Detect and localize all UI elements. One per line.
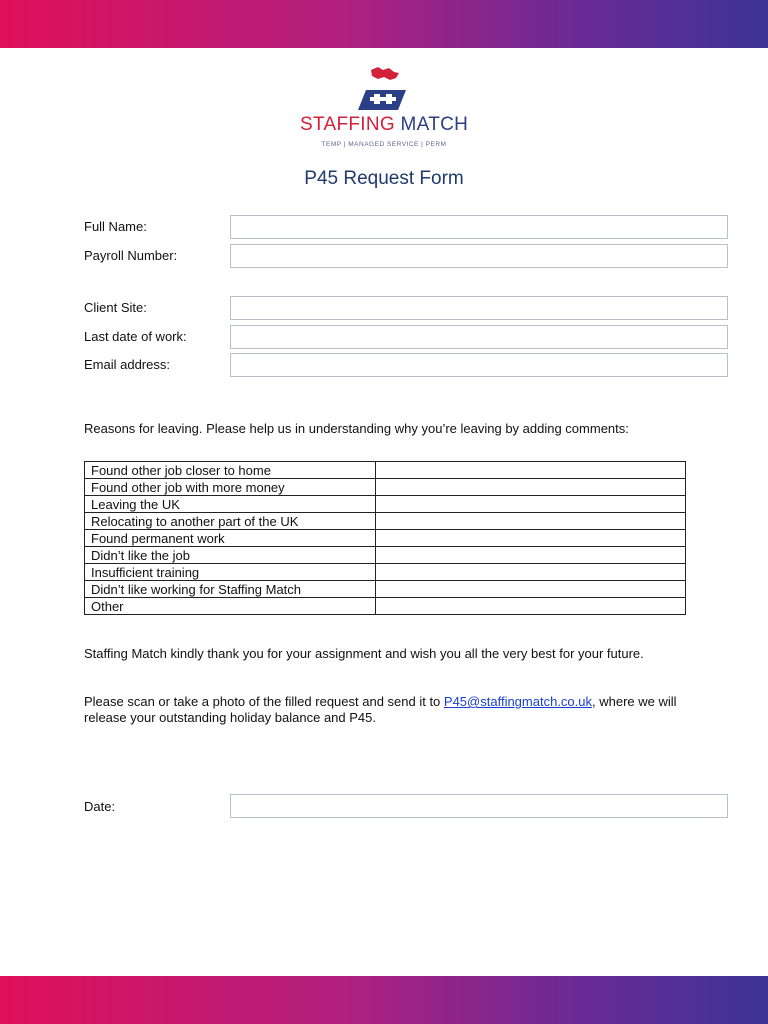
table-row — [85, 530, 686, 547]
comment-cell[interactable] — [376, 513, 686, 530]
date-field[interactable] — [230, 794, 728, 818]
comment-cell[interactable] — [376, 496, 686, 513]
top-gradient-band — [0, 0, 768, 48]
instructions-text-start: Please scan or take a photo of the filled request and send it to — [84, 694, 444, 709]
bottom-gradient-band — [0, 976, 768, 1024]
p45-email-link[interactable]: P45@staffingmatch.co.uk — [443, 694, 592, 709]
table-row — [85, 479, 686, 496]
email-field[interactable] — [230, 353, 728, 377]
client-site-label: Client Site: — [84, 300, 147, 315]
table-row — [85, 462, 686, 479]
reason-cell: Leaving the UK — [85, 496, 376, 513]
comment-cell[interactable] — [376, 547, 686, 564]
form-title: P45 Request Form — [304, 168, 464, 189]
table-row — [85, 547, 686, 564]
reason-cell: Didn’t like working for Staffing Match — [85, 581, 376, 598]
email-label: Email address: — [84, 357, 170, 372]
table-row — [85, 581, 686, 598]
last-date-label: Last date of work: — [84, 329, 187, 344]
reason-cell: Insufficient training — [85, 564, 376, 581]
table-row — [85, 513, 686, 530]
table-row — [85, 598, 686, 615]
payroll-number-label: Payroll Number: — [84, 248, 178, 263]
reasons-table — [84, 461, 686, 615]
comment-cell[interactable] — [376, 564, 686, 581]
instructions-paragraph — [84, 694, 684, 726]
reason-cell: Found permanent work — [85, 530, 376, 547]
reason-cell: Found other job with more money — [85, 479, 376, 496]
reasons-intro: Reasons for leaving. Please help us in understanding why you’re leaving by adding comments: — [84, 421, 629, 436]
brand-name-part2: MATCH — [400, 114, 469, 135]
reason-cell: Other — [85, 598, 376, 615]
brand-name-part1: STAFFING — [300, 114, 395, 135]
comment-cell[interactable] — [376, 598, 686, 615]
payroll-number-field[interactable] — [230, 244, 728, 268]
comment-cell[interactable] — [376, 462, 686, 479]
last-date-field[interactable] — [230, 325, 728, 349]
reason-cell: Didn’t like the job — [85, 547, 376, 564]
thanks-paragraph: Staffing Match kindly thank you for your assignment and wish you all the very best for your future. — [84, 646, 644, 661]
reason-cell: Found other job closer to home — [85, 462, 376, 479]
date-label: Date: — [84, 799, 116, 814]
brand-name — [300, 114, 468, 136]
full-name-label: Full Name: — [84, 219, 147, 234]
full-name-field[interactable] — [230, 215, 728, 239]
client-site-field[interactable] — [230, 296, 728, 320]
staffing-match-logo — [300, 64, 468, 156]
instructions-text-end: , where we will release your outstanding holiday balance and P45. — [84, 694, 677, 725]
puzzle-piece-logo-icon — [356, 64, 412, 112]
comment-cell[interactable] — [376, 479, 686, 496]
brand-tagline: TEMP | MANAGED SERVICE | PERM — [321, 141, 447, 148]
table-row — [85, 496, 686, 513]
comment-cell[interactable] — [376, 530, 686, 547]
reason-cell: Relocating to another part of the UK — [85, 513, 376, 530]
comment-cell[interactable] — [376, 581, 686, 598]
table-row — [85, 564, 686, 581]
